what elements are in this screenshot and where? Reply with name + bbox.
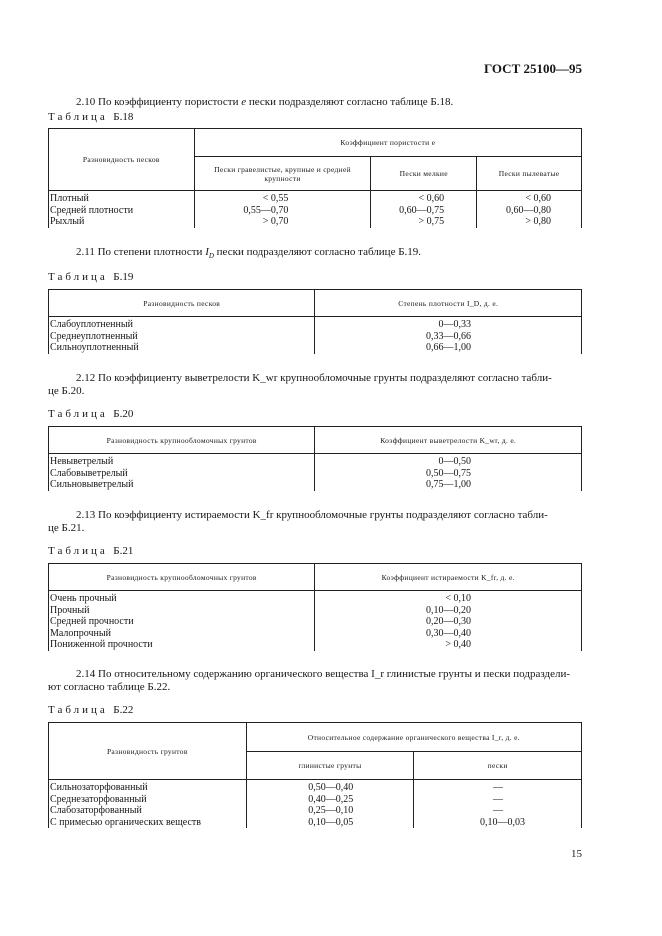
row-name: Невыветрелый: [49, 454, 315, 468]
column-header: Коэффициент выветрелости K_wr, д. е.: [315, 427, 582, 454]
table-row: [49, 317, 582, 331]
table-row: [49, 191, 582, 205]
cell: —: [414, 780, 582, 794]
table-row: [49, 780, 582, 794]
cell: > 0,75: [371, 216, 477, 228]
paragraph-2-11: [48, 246, 582, 263]
paragraph-line: 2.12 По коэффициенту выветрелости K_wr крупнообломочные грунты подразделяют согласно табли-: [76, 372, 552, 384]
paragraph-2-10: [48, 96, 582, 109]
column-header: Разновидность крупнообломочных грунтов: [49, 427, 315, 454]
table-row: [49, 205, 582, 217]
column-header: Степень плотности I_D, д. е.: [315, 290, 582, 317]
column-header: Разновидность крупнообломочных грунтов: [49, 564, 315, 591]
row-name: Сильновыветрелый: [49, 479, 315, 491]
column-header: Разновидность песков: [49, 129, 195, 191]
paragraph-line: 2.14 По относительному содержанию органического вещества I_r глинистые грунты и пески подраздели-: [76, 668, 571, 680]
table-caption-b20: [48, 408, 133, 420]
row-name: Сильноуплотненный: [49, 342, 315, 354]
cell: 0,30—0,40: [315, 628, 582, 640]
row-name: Средней прочности: [49, 616, 315, 628]
table-row: [49, 639, 582, 651]
symbol: e: [241, 96, 247, 108]
column-header: Коэффициент истираемости K_fr, д. е.: [315, 564, 582, 591]
cell: > 0,80: [477, 216, 582, 228]
cell: 0,10—0,03: [414, 817, 582, 829]
caption-number: Б.19: [113, 271, 134, 283]
table-row: [49, 468, 582, 480]
cell: 0,25—0,10: [246, 805, 414, 817]
paragraph-line: це Б.21.: [48, 522, 85, 534]
table-row: [49, 605, 582, 617]
table-row: [49, 591, 582, 605]
sub-header: Пески гравелистые, крупные и средней крупности: [194, 157, 371, 191]
row-name: Слабоуплотненный: [49, 317, 315, 331]
row-name: Прочный: [49, 605, 315, 617]
caption-number: Б.18: [113, 111, 134, 123]
cell: 0,75—1,00: [315, 479, 582, 491]
paragraph-line: це Б.20.: [48, 385, 85, 397]
table-row: [49, 479, 582, 491]
cell: 0,10—0,05: [246, 817, 414, 829]
paragraph-2-14: [48, 668, 582, 694]
row-name: С примесью органических веществ: [49, 817, 247, 829]
paragraph-number: 2.10: [76, 96, 96, 108]
paragraph-line: 2.13 По коэффициенту истираемости K_fr крупнообломочные грунты подразделяют согласно табли-: [76, 509, 548, 521]
column-header: Разновидность песков: [49, 290, 315, 317]
cell: 0,33—0,66: [315, 331, 582, 343]
cell: 0,40—0,25: [246, 794, 414, 806]
table-caption-b19: [48, 271, 133, 283]
cell: 0,20—0,30: [315, 616, 582, 628]
cell: > 0,40: [315, 639, 582, 651]
column-header: Разновидность грунтов: [49, 723, 247, 780]
table-b19: [48, 289, 582, 354]
paragraph-2-12: [48, 372, 582, 398]
paragraph-text: пески подразделяют согласно таблице Б.19.: [216, 246, 422, 258]
sub-header: пески: [414, 752, 582, 780]
cell: 0,50—0,40: [246, 780, 414, 794]
row-name: Средней плотности: [49, 205, 195, 217]
row-name: Рыхлый: [49, 216, 195, 228]
paragraph-text: По степени плотности: [97, 246, 203, 258]
table-caption-b18: [48, 111, 133, 123]
row-name: Среднеуплотненный: [49, 331, 315, 343]
table-b18: [48, 128, 582, 228]
cell: < 0,10: [315, 591, 582, 605]
caption-word: Таблица: [48, 545, 108, 557]
row-name: Пониженной прочности: [49, 639, 315, 651]
table-b21: [48, 563, 582, 651]
row-name: Плотный: [49, 191, 195, 205]
row-name: Сильнозаторфованный: [49, 780, 247, 794]
table-row: [49, 454, 582, 468]
paragraph-text: пески подразделяют согласно таблице Б.18.: [248, 96, 454, 108]
row-name: Слабозаторфованный: [49, 805, 247, 817]
cell: 0,55—0,70: [194, 205, 371, 217]
caption-number: Б.21: [113, 545, 134, 557]
table-b22: [48, 722, 582, 828]
row-name: Малопрочный: [49, 628, 315, 640]
page-number: 15: [571, 848, 582, 860]
cell: < 0,55: [194, 191, 371, 205]
table-row: [49, 794, 582, 806]
paragraph-text: По коэффициенту пористости: [98, 96, 239, 108]
cell: 0,66—1,00: [315, 342, 582, 354]
group-header: Коэффициент пористости e: [194, 129, 581, 157]
caption-word: Таблица: [48, 111, 108, 123]
cell: 0,50—0,75: [315, 468, 582, 480]
sub-header: глинистые грунты: [246, 752, 414, 780]
cell: > 0,70: [194, 216, 371, 228]
caption-word: Таблица: [48, 408, 108, 420]
paragraph-line: ют согласно таблице Б.22.: [48, 681, 171, 693]
caption-number: Б.22: [113, 704, 134, 716]
cell: 0,60—0,80: [477, 205, 582, 217]
table-row: [49, 216, 582, 228]
table-row: [49, 817, 582, 829]
symbol: I: [205, 246, 209, 258]
cell: 0—0,50: [315, 454, 582, 468]
row-name: Слабовыветрелый: [49, 468, 315, 480]
table-b20: [48, 426, 582, 491]
row-name: Среднезаторфованный: [49, 794, 247, 806]
sub-header: Пески мелкие: [371, 157, 477, 191]
cell: < 0,60: [371, 191, 477, 205]
document-code: ГОСТ 25100—95: [483, 61, 582, 76]
cell: 0,60—0,75: [371, 205, 477, 217]
cell: —: [414, 794, 582, 806]
table-row: [49, 628, 582, 640]
table-row: [49, 331, 582, 343]
group-header: Относительное содержание органического вещества I_r, д. е.: [246, 723, 581, 752]
cell: < 0,60: [477, 191, 582, 205]
paragraph-2-13: [48, 509, 582, 535]
cell: —: [414, 805, 582, 817]
table-caption-b22: [48, 704, 133, 716]
caption-word: Таблица: [48, 704, 108, 716]
table-row: [49, 805, 582, 817]
table-caption-b21: [48, 545, 133, 557]
cell: 0—0,33: [315, 317, 582, 331]
table-row: [49, 342, 582, 354]
table-row: [49, 616, 582, 628]
sub-header: Пески пылеватые: [477, 157, 582, 191]
caption-number: Б.20: [113, 408, 134, 420]
paragraph-number: 2.11: [76, 246, 95, 258]
symbol-subscript: D: [208, 252, 214, 261]
caption-word: Таблица: [48, 271, 108, 283]
row-name: Очень прочный: [49, 591, 315, 605]
cell: 0,10—0,20: [315, 605, 582, 617]
